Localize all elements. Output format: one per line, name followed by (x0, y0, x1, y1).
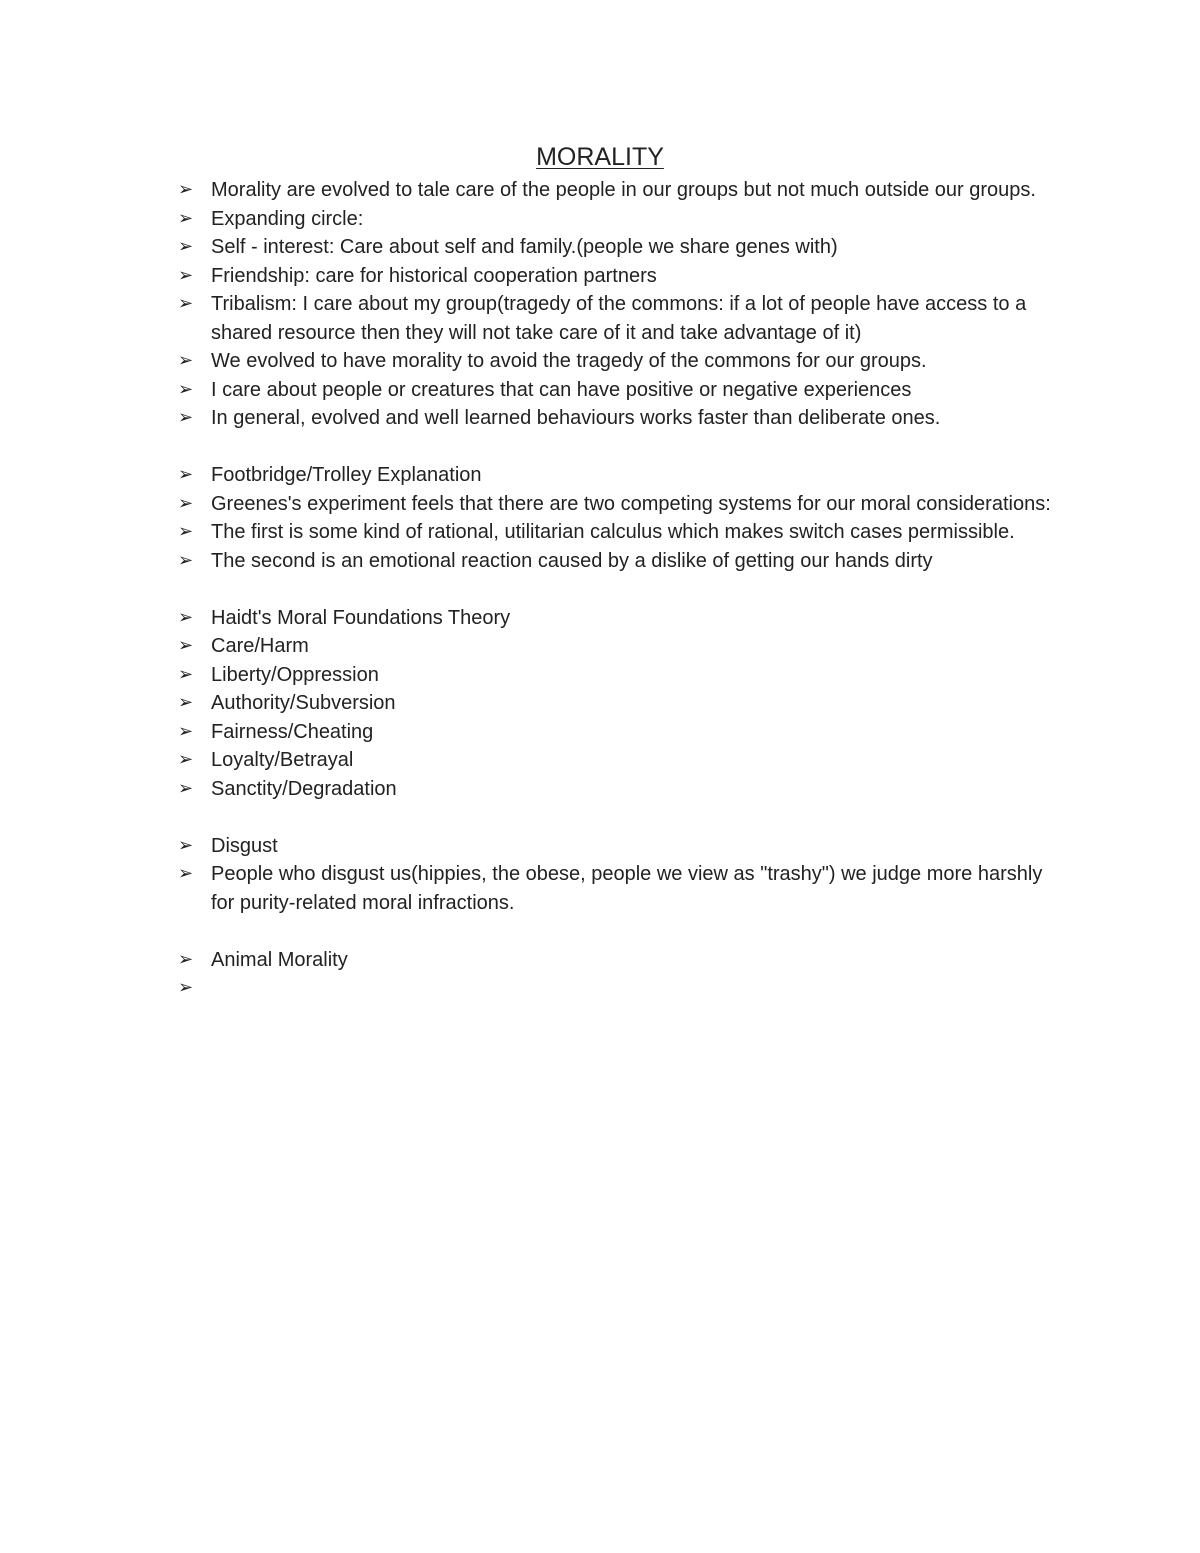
list-item (178, 604, 1058, 633)
list-item (178, 946, 1058, 975)
list-item (178, 176, 1058, 205)
arrow-bullet-icon: ➢ (178, 293, 194, 314)
arrow-bullet-icon: ➢ (178, 378, 194, 400)
list-item-text: Footbridge/Trolley Explanation (211, 464, 482, 486)
arrow-bullet-icon: ➢ (178, 264, 194, 286)
arrow-bullet-icon: ➢ (178, 863, 194, 884)
arrow-bullet-icon: ➢ (178, 720, 194, 742)
arrow-bullet-icon: ➢ (178, 663, 194, 685)
list-item (178, 461, 1058, 490)
list-item-text: Expanding circle: (211, 207, 364, 230)
list-item (178, 718, 1058, 747)
list-item-text: The second is an emotional reaction caused by a dislike of getting our hands dirty (211, 549, 933, 572)
arrow-bullet-icon: ➢ (178, 635, 194, 656)
list-item (178, 262, 1058, 291)
list-item-text: I care about people or creatures that can have positive or negative experiences (211, 378, 912, 401)
list-item (178, 205, 1058, 234)
list-item (178, 490, 1058, 519)
arrow-bullet-icon: ➢ (178, 948, 194, 970)
list-item-text: Haidt's Moral Foundations Theory (211, 606, 511, 629)
list-item-text: Fairness/Cheating (211, 720, 374, 743)
list-item-text: In general, evolved and well learned behaviours works faster than deliberate ones. (211, 407, 941, 429)
list-item-text: Loyalty/Betrayal (211, 749, 354, 771)
list-item-text: We evolved to have morality to avoid the tragedy of the commons for our groups. (211, 350, 927, 372)
arrow-bullet-icon: ➢ (178, 692, 194, 713)
list-item-text: Self - interest: Care about self and family.(people we share genes with) (211, 236, 838, 258)
list-item (178, 632, 1058, 661)
list-item (178, 518, 1058, 547)
list-item-text: People who disgust us(hippies, the obese, people we view as "trashy") we judge more harshly for purity-related moral infractions. (211, 863, 1043, 914)
arrow-bullet-icon: ➢ (178, 236, 194, 257)
arrow-bullet-icon: ➢ (178, 749, 194, 770)
arrow-bullet-icon: ➢ (178, 179, 194, 200)
arrow-bullet-icon: ➢ (178, 407, 194, 428)
arrow-bullet-icon: ➢ (178, 606, 194, 628)
list-item-text: Care/Harm (211, 635, 309, 657)
list-item-empty (178, 974, 1058, 1003)
bullet-list (178, 176, 1058, 1003)
list-item-text: Sanctity/Degradation (211, 777, 397, 800)
list-item (178, 661, 1058, 690)
list-item-text: Authority/Subversion (211, 692, 396, 714)
list-item-text: Disgust (211, 834, 278, 857)
arrow-bullet-icon: ➢ (178, 464, 194, 485)
list-item-text: Tribalism: I care about my group(tragedy of the commons: if a lot of people have access to a shared resource then they will not take care of it and take advantage of it) (211, 293, 1027, 344)
list-item (178, 347, 1058, 376)
list-item (178, 832, 1058, 861)
arrow-bullet-icon: ➢ (178, 207, 194, 229)
list-item (178, 376, 1058, 405)
arrow-bullet-icon: ➢ (178, 977, 194, 998)
list-item-text: Animal Morality (211, 948, 348, 971)
list-item (178, 290, 1058, 347)
list-item-text: Liberty/Oppression (211, 663, 379, 686)
arrow-bullet-icon: ➢ (178, 521, 194, 542)
arrow-bullet-icon: ➢ (178, 549, 194, 571)
list-item (178, 547, 1058, 576)
list-item-text: Morality are evolved to tale care of the people in our groups but not much outside our groups. (211, 179, 1036, 201)
list-item (178, 775, 1058, 804)
list-item (178, 746, 1058, 775)
list-item (178, 860, 1058, 917)
list-item (178, 689, 1058, 718)
arrow-bullet-icon: ➢ (178, 350, 194, 371)
list-item (178, 233, 1058, 262)
document-title: MORALITY (536, 143, 664, 171)
list-item-text: Friendship: care for historical cooperation partners (211, 264, 657, 287)
arrow-bullet-icon: ➢ (178, 834, 194, 856)
arrow-bullet-icon: ➢ (178, 492, 194, 514)
arrow-bullet-icon: ➢ (178, 777, 194, 799)
list-item-text: Greenes's experiment feels that there are two competing systems for our moral considerations: (211, 492, 1051, 515)
list-item-text: The first is some kind of rational, utilitarian calculus which makes switch cases permissible. (211, 521, 1015, 543)
list-item (178, 404, 1058, 433)
